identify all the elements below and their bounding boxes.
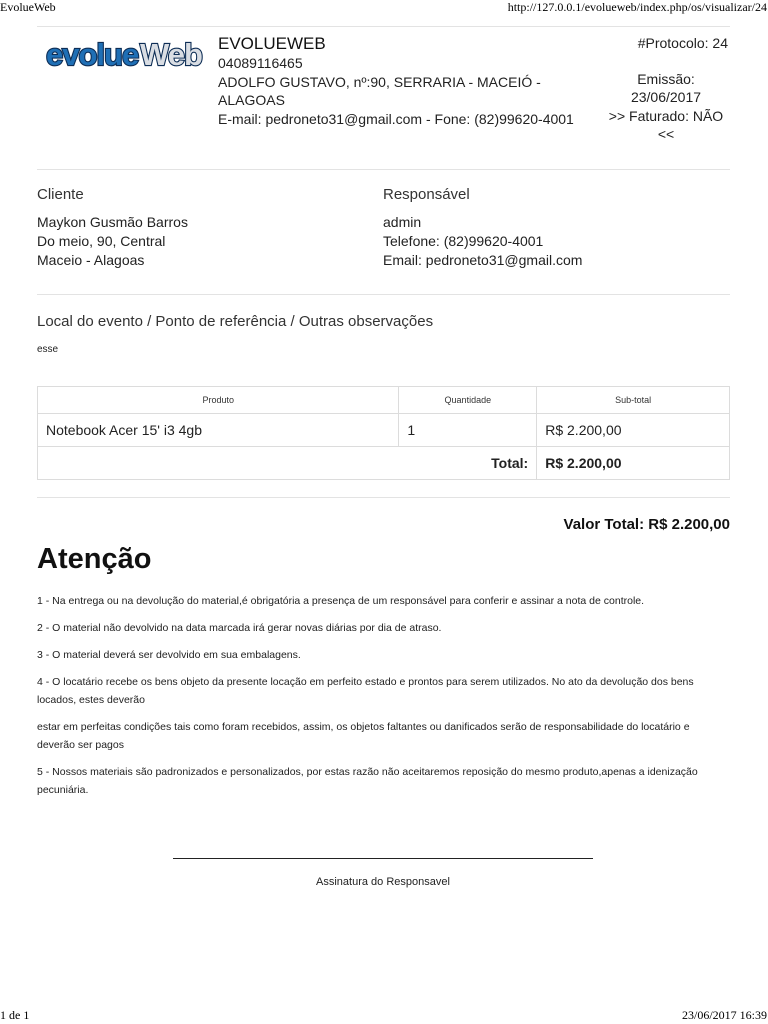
- table-total-row: [38, 447, 730, 480]
- items-table: [37, 386, 730, 480]
- rule-item: 2 - O material não devolvido na data marcada irá gerar novas diárias por dia de atraso.: [37, 622, 442, 634]
- protocol-info: [604, 34, 728, 144]
- client-city: Maceio - Alagoas: [37, 252, 145, 268]
- print-header-url: http://127.0.0.1/evolueweb/index.php/os/visualizar/24: [507, 0, 767, 14]
- table-row: [38, 414, 730, 447]
- header-produto: Produto: [38, 387, 399, 414]
- emission-label: Emissão:: [637, 70, 695, 87]
- responsible-title: Responsável: [383, 186, 470, 203]
- valor-total: Valor Total: R$ 2.200,00: [563, 516, 730, 533]
- table-header-row: [38, 387, 730, 414]
- protocol-number: #Protocolo: 24: [637, 35, 728, 51]
- company-name: EVOLUEWEB: [218, 34, 326, 53]
- company-address: ADOLFO GUSTAVO, nº:90, SERRARIA - MACEIÓ - ALAGOAS: [218, 73, 541, 108]
- client-address: Do meio, 90, Central: [37, 233, 166, 249]
- row-subtotal: R$ 2.200,00: [537, 414, 730, 447]
- responsible-name: admin: [383, 214, 422, 230]
- total-label: Total:: [38, 447, 537, 480]
- client-divider: [37, 294, 730, 295]
- responsible-email: Email: pedroneto31@gmail.com: [383, 252, 583, 268]
- rule-item: estar em perfeitas condições tais como foram recebidos, assim, os objetos faltantes ou danificados serão de responsabilidade do locatário e deverão ser pagos: [37, 721, 690, 751]
- client-name: Maykon Gusmão Barros: [37, 214, 188, 230]
- row-quantity: 1: [399, 414, 537, 447]
- emission-date: 23/06/2017: [630, 89, 702, 105]
- observations-title: Local do evento / Ponto de referência / Outras observações: [37, 313, 434, 330]
- client-title: Cliente: [37, 186, 84, 203]
- company-contact: E-mail: pedroneto31@gmail.com - Fone: (82)99620-4001: [218, 110, 574, 127]
- observations-text: esse: [37, 344, 59, 355]
- billed-status: >> Faturado: NÃO <<: [608, 107, 724, 142]
- print-header-title: EvolueWeb: [0, 0, 56, 14]
- company-document: 04089116465: [218, 55, 303, 71]
- rules-list: [37, 592, 717, 808]
- rule-item: 1 - Na entrega ou na devolução do material,é obrigatória a presença de um responsável para conferir e assinar a nota de controle.: [37, 595, 645, 607]
- print-footer-datetime: 23/06/2017 16:39: [681, 1008, 767, 1022]
- responsible-block: [383, 213, 582, 270]
- responsible-phone: Telefone: (82)99620-4001: [383, 233, 544, 249]
- total-value: R$ 2.200,00: [537, 447, 730, 480]
- header-quantidade: Quantidade: [399, 387, 537, 414]
- top-divider: [37, 26, 730, 27]
- table-divider: [37, 497, 730, 498]
- rule-item: 3 - O material deverá ser devolvido em sua embalagens.: [37, 649, 301, 661]
- header-subtotal: Sub-total: [537, 387, 730, 414]
- atencao-title: Atenção: [37, 543, 152, 575]
- company-info: [218, 34, 608, 128]
- rule-item: 5 - Nossos materiais são padronizados e personalizados, por estas razão não aceitaremos reposição do mesmo produto,apenas a idenização pecuniária.: [37, 766, 698, 796]
- evolueweb-logo: [44, 34, 204, 74]
- print-footer-page: 1 de 1: [0, 1008, 30, 1022]
- row-product: Notebook Acer 15' i3 4gb: [38, 414, 399, 447]
- header-divider: [37, 169, 730, 170]
- logo-evolue-text: evolue: [46, 37, 139, 72]
- signature-line: [173, 858, 593, 859]
- client-block: [37, 213, 188, 270]
- signature-label: Assinatura do Responsavel: [316, 876, 450, 888]
- rule-item: 4 - O locatário recebe os bens objeto da presente locação em perfeito estado e prontos para serem utilizados. No ato da devolução dos bens locados, estes deverão: [37, 676, 694, 706]
- logo-web-text: Web: [140, 37, 202, 72]
